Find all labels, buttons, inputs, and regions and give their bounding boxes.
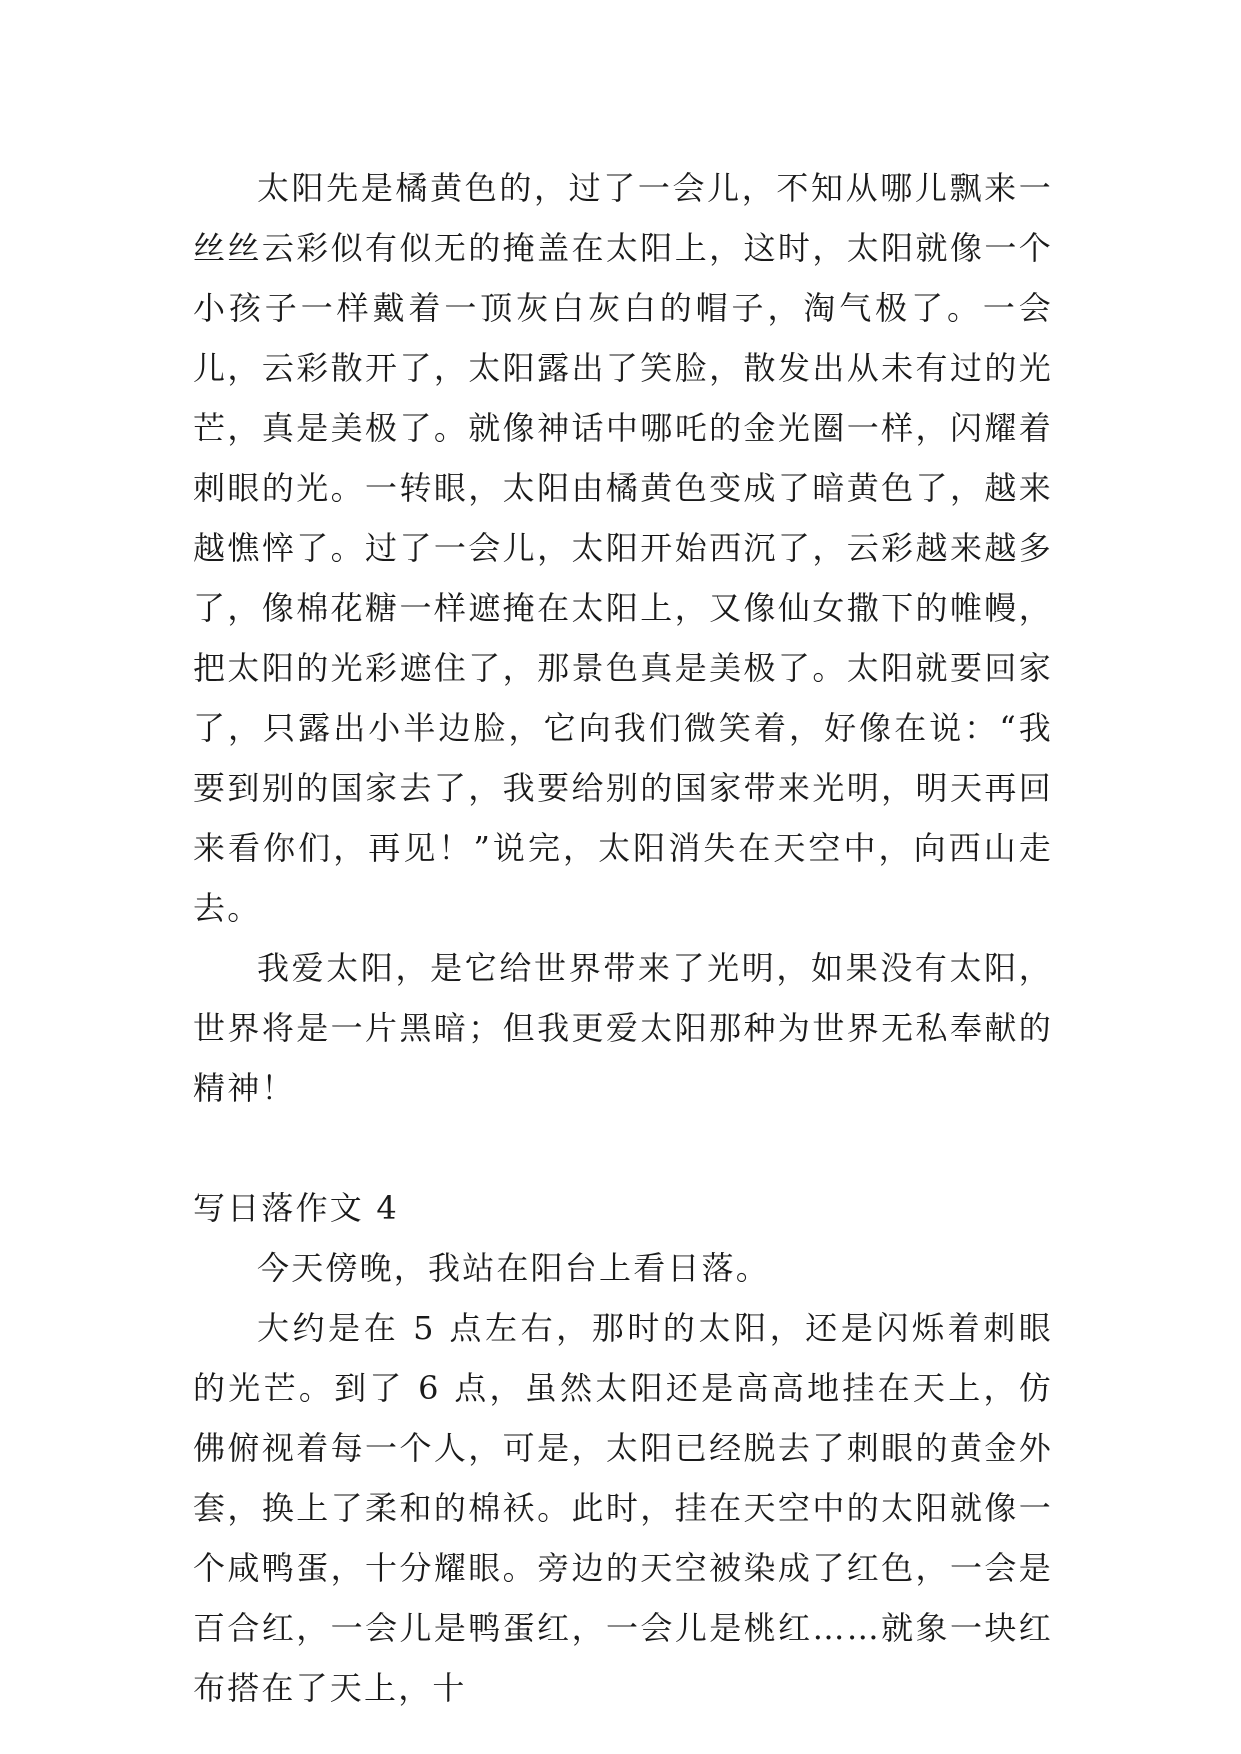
- paragraph-intro: 今天傍晚，我站在阳台上看日落。: [257, 1249, 771, 1287]
- document-body: [193, 158, 1053, 1718]
- section-title: 写日落作文 4: [193, 1189, 399, 1227]
- paragraph-sunset-description: 太阳先是橘黄色的，过了一会儿，不知从哪儿飘来一丝丝云彩似有似无的掩盖在太阳上，这时，太阳就像一个小孩子一样戴着一顶灰白灰白的帽子，淘气极了。一会儿，云彩散开了，太阳露出了笑脸，散发出从未有过的光芒，真是美极了。就像神话中哪吒的金光圈一样，闪耀着刺眼的光。一转眼，太阳由橘黄色变成了暗黄色了，越来越憔悴了。过了一会儿，太阳开始西沉了，云彩越来越多了，像棉花糖一样遮掩在太阳上，又像仙女撒下的帷幔，把太阳的光彩遮住了，那景色真是美极了。太阳就要回家了，只露出小半边脸，它向我们微笑着，好像在说：“我要到别的国家去了，我要给别的国家带来光明，明天再回来看你们，再见！”说完，太阳消失在天空中，向西山走去。: [193, 169, 1053, 927]
- paragraph-sunset-colors: 大约是在 5 点左右，那时的太阳，还是闪烁着刺眼的光芒。到了 6 点，虽然太阳还是高高地挂在天上，仿佛俯视着每一个人，可是，太阳已经脱去了刺眼的黄金外套，换上了柔和的棉袄。此时，挂在天空中的太阳就像一个咸鸭蛋，十分耀眼。旁边的天空被染成了红色，一会是百合红，一会儿是鸭蛋红，一会儿是桃红……就象一块红布搭在了天上，十: [193, 1309, 1053, 1707]
- section-spacer: [193, 1118, 1053, 1178]
- paragraph-love-sun: 我爱太阳，是它给世界带来了光明，如果没有太阳，世界将是一片黑暗；但我更爱太阳那种为世界无私奉献的精神！: [193, 949, 1053, 1107]
